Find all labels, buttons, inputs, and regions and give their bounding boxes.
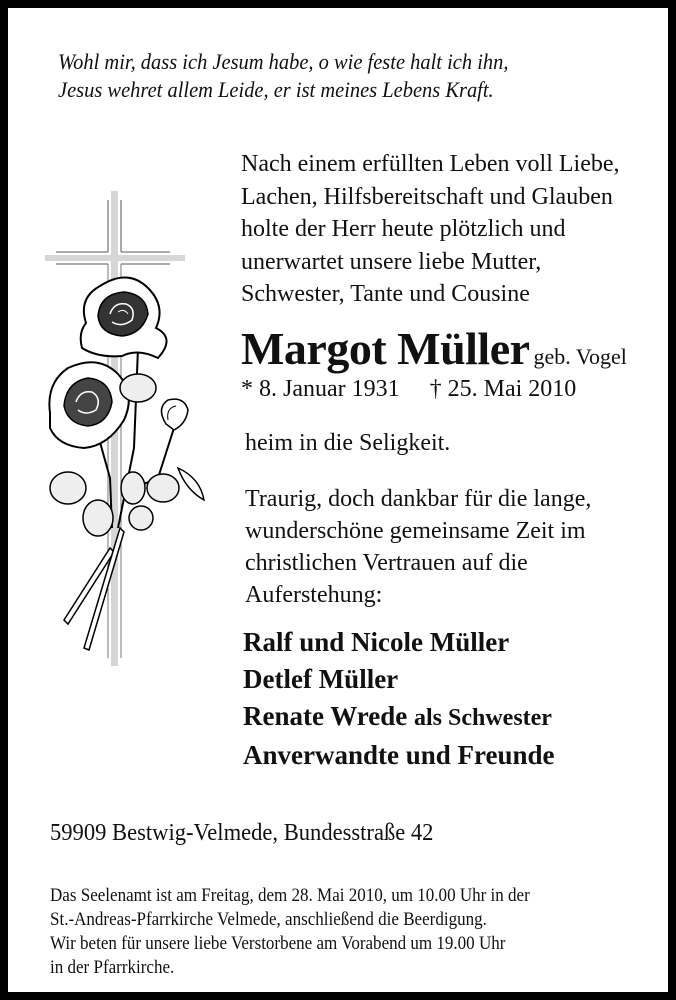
deceased-heading xyxy=(241,322,627,375)
bible-motto xyxy=(58,48,616,104)
intro-line: unerwartet unsere liebe Mutter, xyxy=(241,248,542,275)
mourner: Anverwandte und Freunde xyxy=(243,740,555,770)
service-line: St.-Andreas-Pfarrkirche Velmede, anschließend die Beerdigung. xyxy=(50,910,487,930)
death-date: † 25. Mai 2010 xyxy=(429,376,577,402)
family-address: 59909 Bestwig-Velmede, Bundesstraße 42 xyxy=(50,820,434,846)
life-dates xyxy=(241,374,576,404)
intro-line: Lachen, Hilfsbereitschaft und Glauben xyxy=(241,183,613,210)
mourner: Detlef Müller xyxy=(243,664,399,694)
gratitude-line: christlichen Vertrauen auf die xyxy=(245,550,528,576)
birth-date: * 8. Januar 1931 xyxy=(241,376,400,402)
service-line: in der Pfarrkirche. xyxy=(50,958,175,978)
cross-with-roses-icon xyxy=(38,188,218,668)
intro-line: holte der Herr heute plötzlich und xyxy=(241,216,566,242)
mourner-name: Renate Wrede xyxy=(243,701,408,731)
mourner xyxy=(243,698,555,737)
mourners-list xyxy=(243,624,555,774)
deceased-name: Margot Müller xyxy=(241,323,530,374)
intro-line: Nach einem erfüllten Leben voll Liebe, xyxy=(241,151,620,177)
gratitude-text xyxy=(245,483,591,611)
mourner: Ralf und Nicole Müller xyxy=(243,627,510,657)
service-info xyxy=(50,884,530,980)
service-line: Wir beten für unsere liebe Verstorbene am Vorabend um 19.00 Uhr xyxy=(50,934,506,954)
gratitude-line: Auferstehung: xyxy=(245,582,383,608)
intro-line: Schwester, Tante und Cousine xyxy=(241,281,530,307)
intro-text xyxy=(241,148,671,311)
mourner-relation: als Schwester xyxy=(413,705,552,731)
maiden-name: geb. Vogel xyxy=(533,344,627,369)
motto-line: Jesus wehret allem Leide, er ist meines Lebens Kraft. xyxy=(58,77,494,102)
closing-line: heim in die Seligkeit. xyxy=(245,430,451,456)
service-line: Das Seelenamt ist am Freitag, dem 28. Mai 2010, um 10.00 Uhr in der xyxy=(50,886,530,906)
motto-line: Wohl mir, dass ich Jesum habe, o wie feste halt ich ihn, xyxy=(58,49,509,74)
gratitude-line: wunderschöne gemeinsame Zeit im xyxy=(245,518,586,544)
gratitude-line: Traurig, doch dankbar für die lange, xyxy=(245,486,592,512)
